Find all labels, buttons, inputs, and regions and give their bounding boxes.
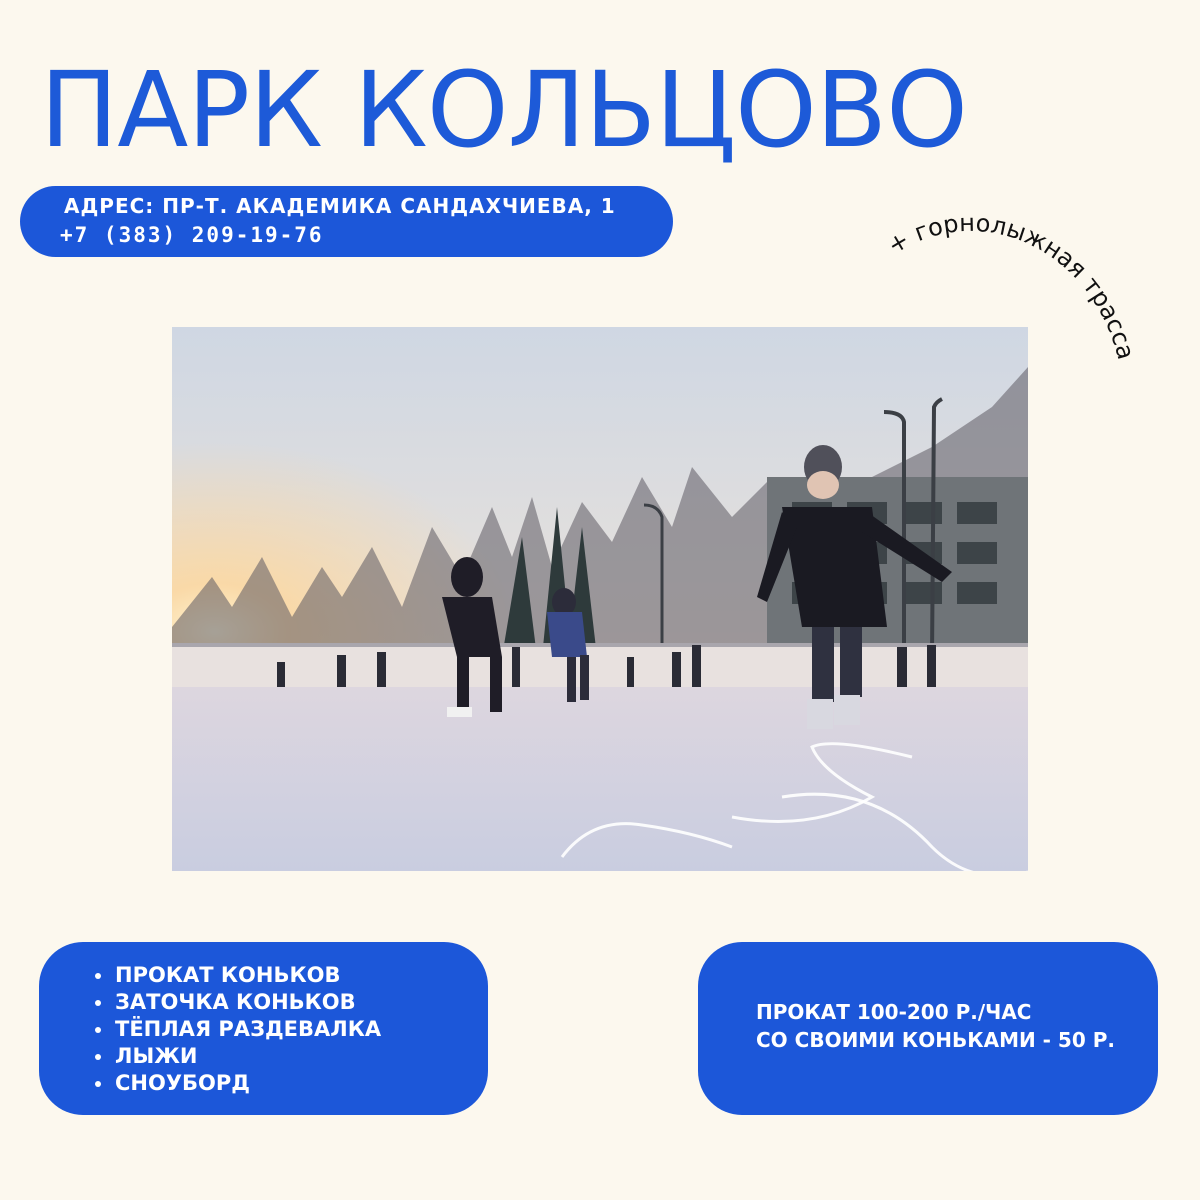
address-text: АДРЕС: ПР-Т. АКАДЕМИКА САНДАХЧИЕВА, 1 [64, 194, 616, 218]
page-title: ПАРК КОЛЬЦОВО [40, 49, 968, 171]
feature-label: ТЁПЛАЯ РАЗДЕВАЛКА [115, 1017, 382, 1041]
phone-text: +7 (383) 209-19-76 [60, 223, 324, 247]
feature-label: ПРОКАТ КОНЬКОВ [115, 963, 341, 987]
feature-label: СНОУБОРД [115, 1071, 250, 1095]
contact-badge [20, 186, 673, 257]
price-card [698, 942, 1158, 1115]
list-item [95, 1016, 381, 1043]
list-item [95, 989, 381, 1016]
price-own-skates: СО СВОИМИ КОНЬКАМИ - 50 Р. [756, 1028, 1115, 1052]
feature-label: ЛЫЖИ [115, 1044, 198, 1068]
feature-label: ЗАТОЧКА КОНЬКОВ [115, 990, 356, 1014]
features-list [95, 962, 381, 1097]
list-item [95, 1043, 381, 1070]
list-item [95, 1070, 381, 1097]
features-list-card [39, 942, 488, 1115]
list-item [95, 962, 381, 989]
ski-slope-note-text: + горнолыжная трасса [882, 208, 1141, 363]
price-rental: ПРОКАТ 100-200 Р./ЧАС [756, 1000, 1032, 1024]
skating-rink-photo [172, 327, 1028, 871]
